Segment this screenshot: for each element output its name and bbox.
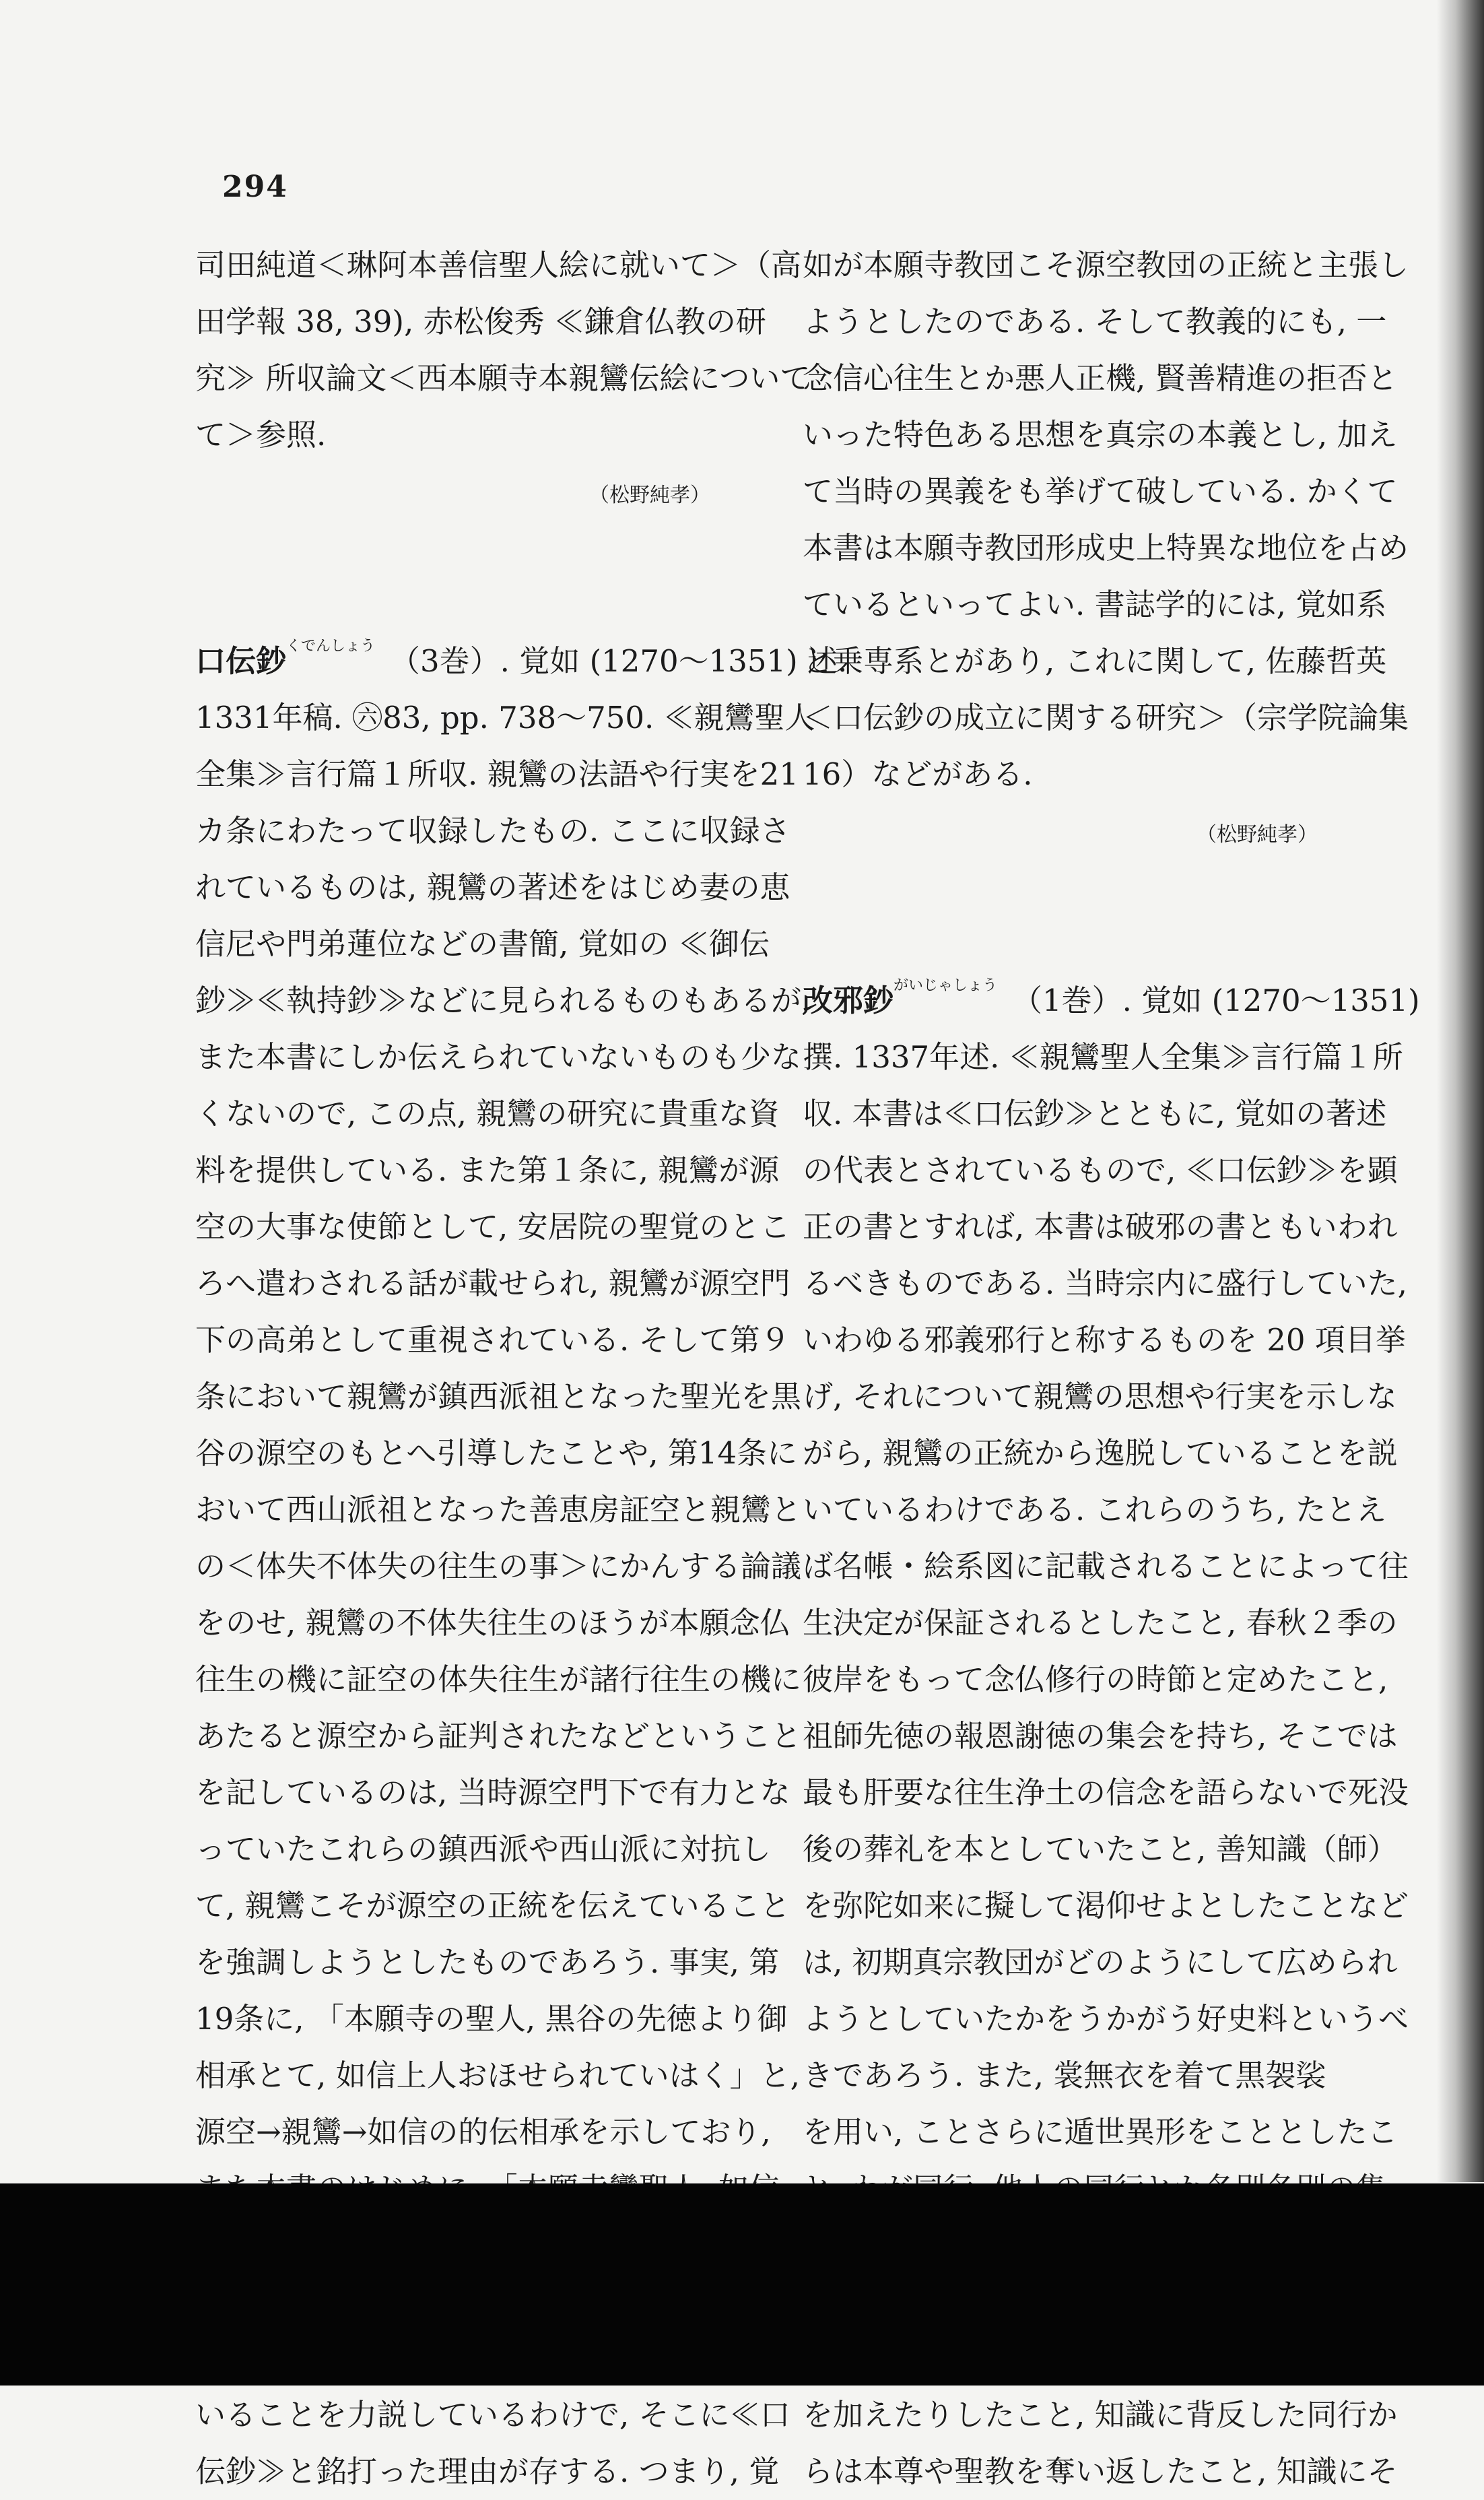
text-line: きであろう. また, 裳無衣を着て黒袈裟 <box>803 2058 1326 2093</box>
text-line: っていたこれらの鎮西派や西山派に対抗し <box>195 1831 772 1867</box>
text-line: と乗専系とがあり, これに関して, 佐藤哲英 <box>803 643 1387 679</box>
text-line: ようとしていたかをうかがう好史料というべ <box>803 2001 1409 2037</box>
text-line: れているものは, 親鸞の著述をはじめ妻の恵 <box>195 869 790 905</box>
text-line: を強調しようとしたものであろう. 事実, 第 <box>195 1944 780 1980</box>
text-line: の＜体失不体失の往生の事＞にかんする論議 <box>195 1548 802 1584</box>
text-line: ろへ遣わされる話が載せられ, 親鸞が源空門 <box>195 1265 790 1301</box>
text-line: がら, 親鸞の正統から逸脱していることを説 <box>803 1435 1398 1471</box>
text-line: ＜口伝鈔の成立に関する研究＞（宗学院論集 <box>803 700 1409 735</box>
text-line: らは本尊や聖教を奪い返したこと, 知識にそ <box>803 2454 1398 2489</box>
text-line: 正の書とすれば, 本書は破邪の書ともいわれ <box>803 1209 1398 1245</box>
text-line: 源空→親鸞→如信の的伝相承を示しており, <box>195 2114 771 2150</box>
text-line: て, 親鸞こそが源空の正統を伝えていること <box>195 1888 790 1923</box>
text-line: 後の葬礼を本としていたこと, 善知識（師） <box>803 1831 1398 1867</box>
entry-heading-rest: （3巻）. 覚如 (1270～1351) 述. <box>390 643 848 679</box>
book-spine-shadow <box>1437 0 1484 2182</box>
text-line: 祖師先徳の報恩謝徳の集会を持ち, そこでは <box>803 1718 1398 1754</box>
text-line: 下の高弟として重視されている. そして第９ <box>195 1322 790 1358</box>
entry-gap <box>195 520 710 633</box>
left-column <box>195 237 848 2500</box>
text-line: いった特色ある思想を真宗の本義とし, 加え <box>803 417 1398 453</box>
text-line: 田学報 38, 39), 赤松俊秀 ≪鎌倉仏教の研 <box>195 304 766 339</box>
text-line: 司田純道＜琳阿本善信聖人絵に就いて＞（高 <box>195 247 802 283</box>
text-line: 1331年稿. ㊅83, pp. 738～750. ≪親鸞聖人 <box>195 700 815 735</box>
text-line: あたると源空から証判されたなどということ <box>195 1718 802 1754</box>
text-line: 本書は本願寺教団形成史上特異な地位を占め <box>803 530 1409 566</box>
intro-author-line <box>195 463 710 520</box>
text-line: 彼岸をもって念仏修行の時節と定めたこと, <box>803 1662 1388 1697</box>
text-line: いているわけである. これらのうち, たとえ <box>803 1492 1387 1527</box>
text-line: くないので, この点, 親鸞の研究に貴重な資 <box>195 1096 780 1131</box>
text-line: 撰. 1337年述. ≪親鸞聖人全集≫言行篇１所 <box>803 1039 1403 1075</box>
text-line: を加えたりしたこと, 知識に背反した同行か <box>803 2397 1398 2433</box>
entry-term-kuden: 口伝鈔 <box>195 643 287 679</box>
entry-heading-rest: （1巻）. 覚如 (1270～1351) <box>1012 983 1420 1018</box>
entry-term-gaija: 改邪鈔 <box>803 983 894 1018</box>
text-line: 伝鈔≫と銘打った理由が存する. つまり, 覚 <box>195 2454 780 2489</box>
text-line: 谷の源空のもとへ引導したことや, 第14条に <box>195 1435 798 1471</box>
text-line: カ条にわたって収録したもの. ここに収録さ <box>195 813 790 849</box>
text-line: の代表とされているもので, ≪口伝鈔≫を顕 <box>803 1152 1398 1188</box>
cont-author: （松野純孝） <box>1196 823 1318 847</box>
scan-bottom-edge <box>0 2183 1484 2386</box>
text-line: 相承とて, 如信上人おほせられていはく」と, <box>195 2058 800 2093</box>
text-line: 究≫ 所収論文＜西本願寺本親鸞伝絵について <box>195 360 811 396</box>
text-line: ているといってよい. 書誌学的には, 覚如系 <box>803 587 1387 622</box>
text-line: 最も肝要な往生浄土の信念を語らないで死没 <box>803 1775 1409 1810</box>
text-line: 19条に, 「本願寺の聖人, 黒谷の先徳より御 <box>195 2001 788 2037</box>
cont-author-line <box>803 803 1318 859</box>
intro-text <box>195 237 811 463</box>
text-line: は, 初期真宗教団がどのようにして広められ <box>803 1944 1398 1980</box>
text-line: 生決定が保証されるとしたこと, 春秋２季の <box>803 1605 1398 1641</box>
text-line: を記しているのは, 当時源空門下で有力とな <box>195 1775 790 1810</box>
text-line: 16）などがある. <box>803 756 1033 792</box>
entry-gap <box>803 859 1318 973</box>
text-line: て＞参照. <box>195 417 327 453</box>
text-line: るべきものである. 当時宗内に盛行していた, <box>803 1265 1407 1301</box>
text-line: をのせ, 親鸞の不体失往生のほうが本願念仏 <box>195 1605 790 1641</box>
text-line: 鈔≫≪執持鈔≫などに見られるものもあるが, <box>195 983 811 1018</box>
right-column <box>803 237 1420 2500</box>
text-line: いることを力説しているわけで, そこに≪口 <box>195 2397 790 2433</box>
text-line: ば名帳・絵系図に記載されることによって往 <box>803 1548 1409 1584</box>
text-line: て当時の異義をも挙げて破している. かくて <box>803 473 1398 509</box>
entry-ruby-kuden: くでんしょう <box>286 638 376 655</box>
continuation-text <box>803 237 1409 803</box>
text-line: いわゆる邪義邪行と称するものを 20 項目挙 <box>803 1322 1406 1358</box>
intro-author: （松野純孝） <box>589 484 710 507</box>
text-line: 往生の機に証空の体失往生が諸行往生の機に <box>195 1662 802 1697</box>
text-line: 料を提供している. また第１条に, 親鸞が源 <box>195 1152 780 1188</box>
entry-heading-line <box>803 973 1420 1029</box>
text-line: ようとしたのである. そして教義的にも, 一 <box>803 304 1387 339</box>
page-number: 294 <box>222 170 288 204</box>
text-line: おいて西山派祖となった善恵房証空と親鸞と <box>195 1492 802 1527</box>
text-line: げ, それについて親鸞の思想や行実を示しな <box>803 1379 1397 1414</box>
entry-ruby-gaija: がいじゃしょう <box>893 977 998 994</box>
text-line: 空の大事な使節として, 安居院の聖覚のとこ <box>195 1209 790 1245</box>
text-line: また本書にしか伝えられていないものも少な <box>195 1039 802 1075</box>
text-line: 念信心往生とか悪人正機, 賢善精進の拒否と <box>803 360 1398 396</box>
text-line: を弥陀如来に擬して渇仰せよとしたことなど <box>803 1888 1409 1923</box>
text-line: 全集≫言行篇１所収. 親鸞の法語や行実を21 <box>195 756 799 792</box>
text-line: を用い, ことさらに遁世異形をこととしたこ <box>803 2114 1398 2150</box>
text-line: 信尼や門弟蓮位などの書簡, 覚如の ≪御伝 <box>195 926 770 962</box>
text-line: 条において親鸞が鎮西派祖となった聖光を黒 <box>195 1379 802 1414</box>
text-line: 如が本願寺教団こそ源空教団の正統と主張し <box>803 247 1409 283</box>
text-line: 収. 本書は≪口伝鈔≫とともに, 覚如の著述 <box>803 1096 1387 1131</box>
entry-heading-line <box>195 633 848 690</box>
